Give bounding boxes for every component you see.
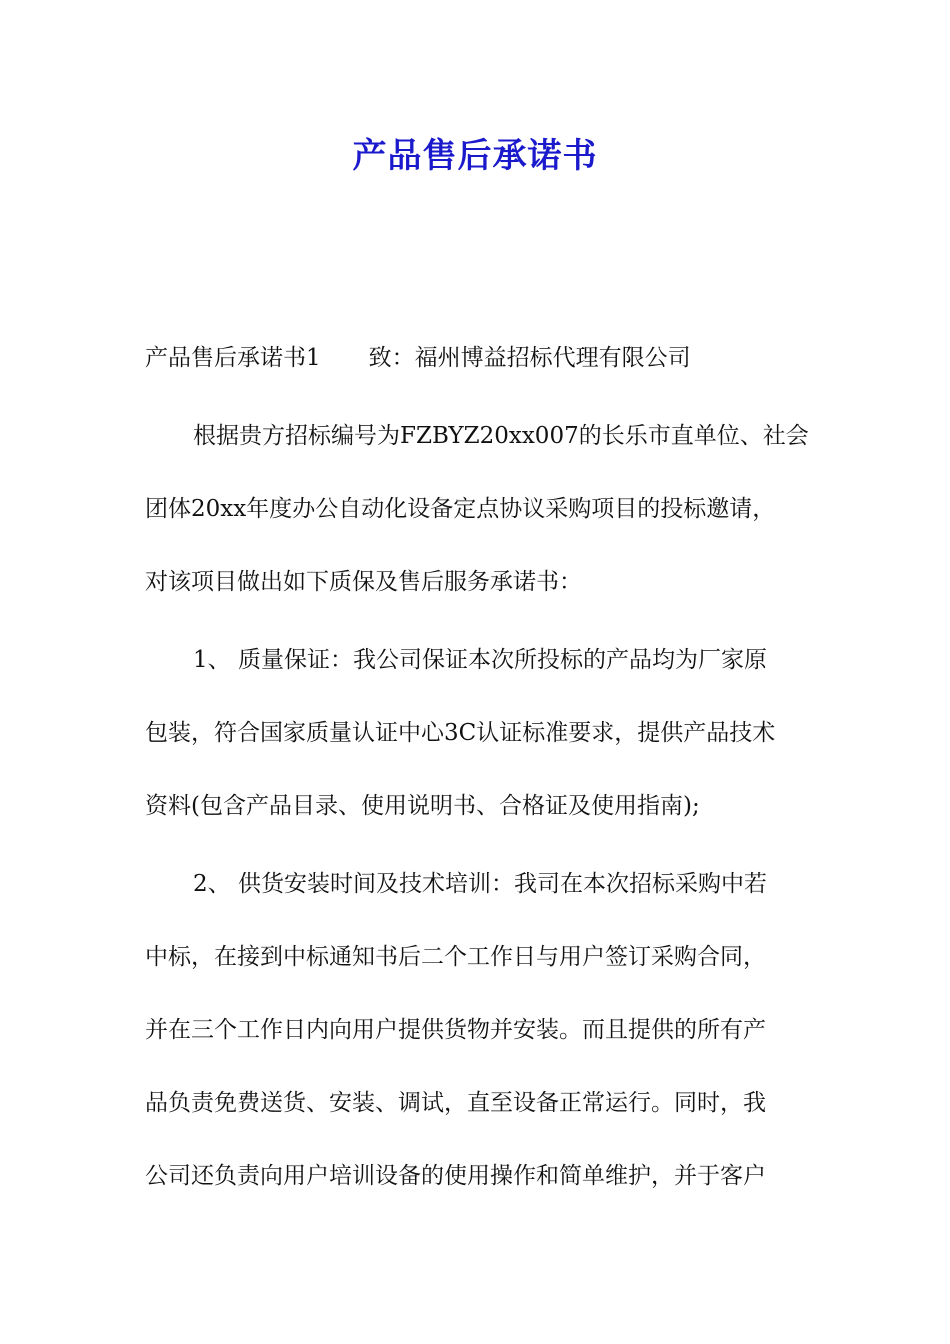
paragraph-line: 对该项目做出如下质保及售后服务承诺书： [145,569,582,595]
paragraph-line: 2、 供货安装时间及技术培训：我司在本次招标采购中若 [193,871,767,897]
paragraph-line: 根据贵方招标编号为FZBYZ20xx007的长乐市直单位、社会 [193,423,809,449]
paragraph-line: 品负责免费送货、安装、调试，直至设备正常运行。同时，我 [145,1090,766,1116]
paragraph-line: 中标，在接到中标通知书后二个工作日与用户签订采购合同， [145,944,766,970]
addressee-line [145,343,810,373]
addressee: 致：福州博益招标代理有限公司 [368,345,691,371]
document-title: 产品售后承诺书 [352,136,598,176]
paragraph-line: 并在三个工作日内向用户提供货物并安装。而且提供的所有产 [145,1017,766,1043]
paragraph-line: 1、 质量保证：我公司保证本次所投标的产品均为厂家原 [193,647,767,673]
paragraph-line: 资料(包含产品目录、使用说明书、合格证及使用指南); [145,793,700,819]
paragraph-line: 团体20xx年度办公自动化设备定点协议采购项目的投标邀请， [145,496,776,522]
paragraph-line: 包装，符合国家质量认证中心3C认证标准要求，提供产品技术 [145,720,776,746]
paragraph-line: 公司还负责向用户培训设备的使用操作和简单维护，并于客户 [145,1163,766,1189]
heading-label: 产品售后承诺书1 [145,345,321,371]
